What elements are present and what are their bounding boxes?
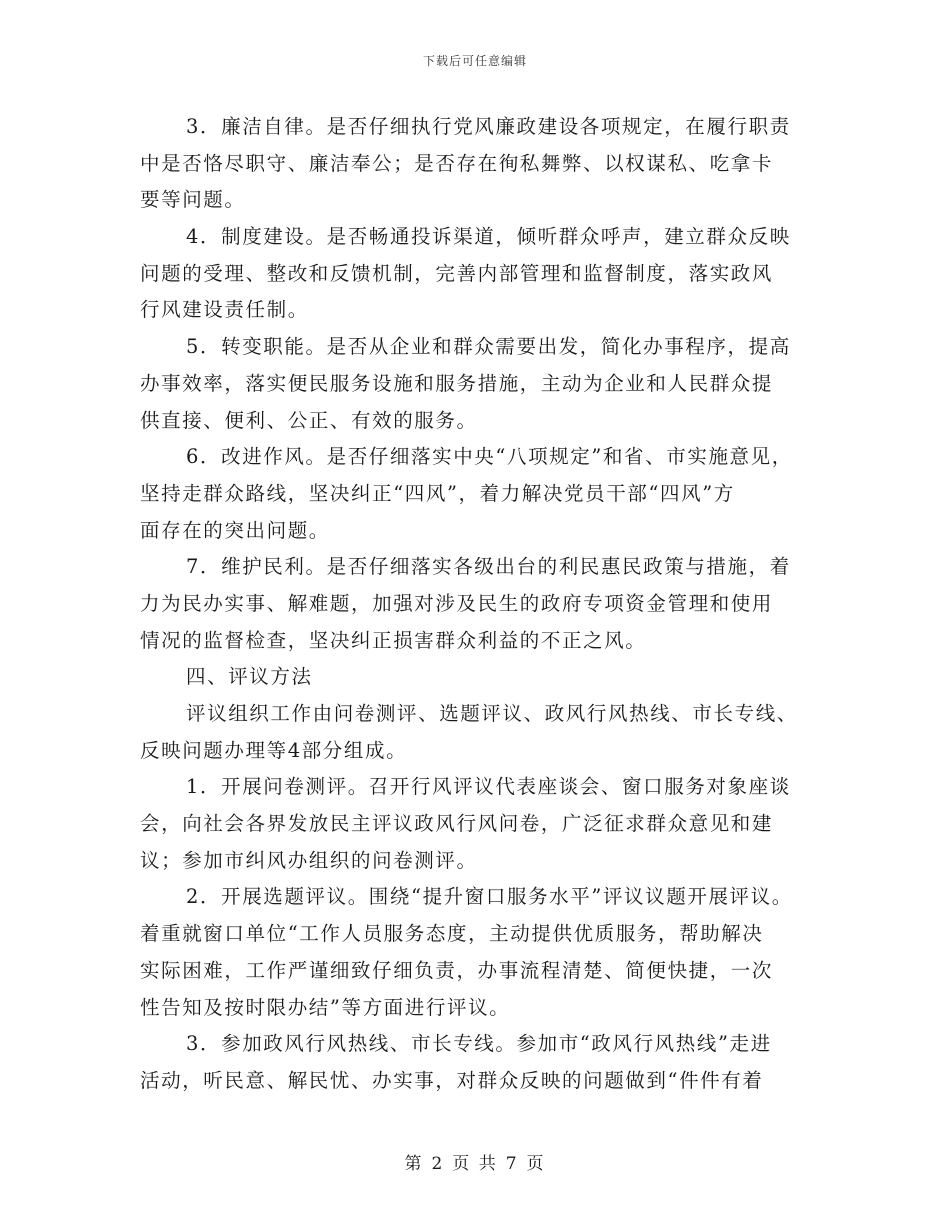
- text-line: 中是否恪尽职守、廉洁奉公；是否存在徇私舞弊、以权谋私、吃拿卡: [140, 151, 774, 175]
- text-line: 四、评议方法: [186, 665, 313, 689]
- text-line: 供直接、便利、公正、有效的服务。: [140, 408, 478, 432]
- text-line: 7．维护民利。是否仔细落实各级出台的利民惠民政策与措施，着: [186, 555, 791, 579]
- text-line: 办事效率，落实便民服务设施和服务措施，主动为企业和人民群众提: [140, 371, 774, 395]
- footer-mid: 页 共: [452, 1154, 498, 1174]
- text-line: 行风建设责任制。: [140, 298, 309, 322]
- text-line: 反映问题办理等4部分组成。: [140, 738, 408, 762]
- text-line: 活动，听民意、解民忧、办实事，对群众反映的问题做到“件件有着: [140, 1068, 764, 1092]
- text-line: 实际困难，工作严谨细致仔细负责，办事流程清楚、简便快捷，一次: [140, 958, 774, 982]
- text-line: 着重就窗口单位“工作人员服务态度，主动提供优质服务，帮助解决: [140, 922, 764, 946]
- text-line: 力为民办实事、解难题，加强对涉及民生的政府专项资金管理和使用: [140, 591, 774, 615]
- text-line: 情况的监督检查，坚决纠正损害群众利益的不正之风。: [140, 628, 647, 652]
- footer-total-pages: 7: [505, 1154, 519, 1174]
- text-line: 3．廉洁自律。是否仔细执行党风廉政建设各项规定，在履行职责: [186, 115, 791, 138]
- text-line: 问题的受理、整改和反馈机制，完善内部管理和监督制度，落实政风: [140, 261, 774, 285]
- footer-suffix: 页: [526, 1154, 546, 1174]
- text-line: 4．制度建设。是否畅通投诉渠道，倾听群众呼声，建立群众反映: [186, 225, 791, 249]
- page-header: 下载后可任意编辑: [422, 54, 527, 68]
- text-line: 会，向社会各界发放民主评议政风行风问卷，广泛征求群众意见和建: [140, 812, 774, 836]
- text-line: 坚持走群众路线，坚决纠正“四风”，着力解决党员干部“四风”方: [140, 481, 735, 505]
- text-line: 要等问题。: [140, 188, 246, 212]
- text-line: 2．开展选题评议。围绕“提升窗口服务水平”评议议题开展评议。: [186, 885, 793, 909]
- page-footer: [0, 1149, 950, 1174]
- footer-prefix: 第: [404, 1154, 424, 1174]
- text-line: 性告知及按时限办结”等方面进行评议。: [140, 995, 511, 1019]
- text-line: 面存在的突出问题。: [140, 518, 330, 542]
- text-line: 议；参加市纠风办组织的问卷测评。: [140, 848, 478, 872]
- text-line: 6．改进作风。是否仔细落实中央“八项规定”和省、市实施意见，: [186, 445, 793, 469]
- text-line: 5．转变职能。是否从企业和群众需要出发，简化办事程序，提高: [186, 335, 791, 359]
- document-body: [140, 109, 812, 1100]
- text-line: 评议组织工作由问卷测评、选题评议、政风行风热线、市长专线、: [186, 702, 798, 725]
- text-line: 1．开展问卷测评。召开行风评议代表座谈会、窗口服务对象座谈: [186, 775, 791, 799]
- footer-page-number: 2: [431, 1154, 445, 1174]
- text-line: 3．参加政风行风热线、市长专线。参加市“政风行风热线”走进: [186, 1032, 772, 1056]
